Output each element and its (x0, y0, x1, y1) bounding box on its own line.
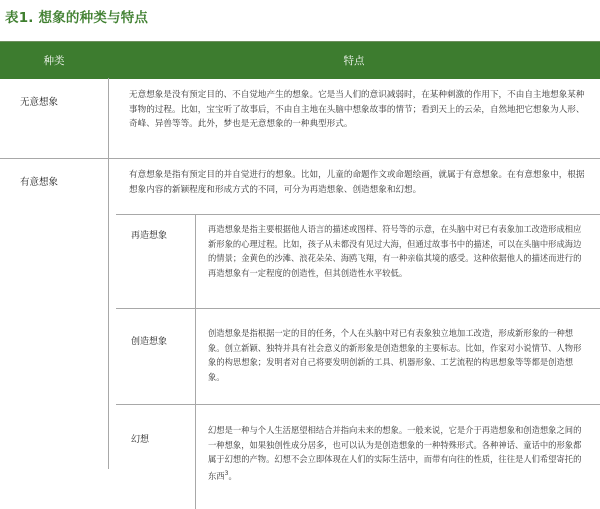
subtable-divider (116, 404, 600, 405)
sub-text-fantasy-body: 幻想是一种与个人生活愿望相结合并指向未来的想象。一般来说，它是介于再造想象和创造想象之间的一种想象，如果独创性成分居多，也可以认为是创造想象的一种特殊形式。各种神话、童话中的形象都属于幻想的产物。幻想不会立即体现在人们的实际生活中，而带有向往的性质，往往是人们希望寄托的东西 (208, 425, 582, 481)
sub-text-fantasy-end: 。 (228, 470, 237, 481)
row-text-intentional: 有意想象是指有预定目的并自觉进行的想象。比如，儿童的命题作文或命题绘画，就属于有意想象。在有意想象中，根据想象内容的新颖程度和形成方式的不同，可分为再造想象、创造想象和幻想。 (129, 170, 585, 195)
sub-label-creative: 创造想象 (131, 337, 168, 347)
column-divider (108, 78, 109, 469)
row-label-intentional: 有意想象 (20, 177, 59, 188)
sub-text-fantasy (208, 423, 588, 483)
sub-label-fantasy: 幻想 (131, 435, 150, 445)
sub-label-reproductive: 再造想象 (131, 231, 168, 241)
table-title: 表1. 想象的种类与特点 (5, 10, 149, 26)
subtable-divider (116, 308, 600, 309)
header-type: 种类 (43, 55, 65, 67)
subtable-column-divider (195, 214, 196, 509)
sub-text-reproductive: 再造想象是指主要根据他人语言的描述或图样、符号等的示意，在头脑中对已有表象加工改造形成相应新形象的心理过程。比如，孩子从未都没有见过大海，但通过故事书中的描述，可以在头脑中形成海边的情景；金黄色的沙滩、浪花朵朵、海鸥飞翔，有一种亲临其境的感受。这种依据他人的描述而进行的再造想象有一定程度的创造性，但其创造性水平较低。 (208, 224, 582, 278)
header-feature: 特点 (343, 55, 365, 67)
subtable-divider (116, 214, 600, 215)
row-label-unintentional: 无意想象 (20, 97, 59, 108)
footnote-marker: 3 (224, 469, 229, 477)
imagination-table (0, 41, 600, 509)
table-row-intentional (0, 159, 600, 509)
row-text-unintentional: 无意想象是没有预定目的、不自觉地产生的想象。它是当人们的意识减弱时，在某种刺激的作用下，不由自主地想象某种事物的过程。比如，宝宝听了故事后，不由自主地在头脑中想象故事的情节；看到天上的云朵，自然地把它想象为人形、奇峰、异兽等等。此外，梦也是无意想象的一种典型形式。 (129, 90, 585, 129)
table-row-unintentional (0, 79, 600, 159)
table-header (0, 42, 600, 79)
sub-text-creative: 创造想象是指根据一定的目的任务，个人在头脑中对已有表象独立地加工改造，形成新形象的一种想象。创立新颖、独特并具有社会意义的新形象是创造想象的主要标志。比如，作家对小说情节、人物形象的构思想象；发明者对自己将要发明创新的工具、机器形象、工艺流程的构思想象等等都是创造想象。 (208, 328, 582, 382)
